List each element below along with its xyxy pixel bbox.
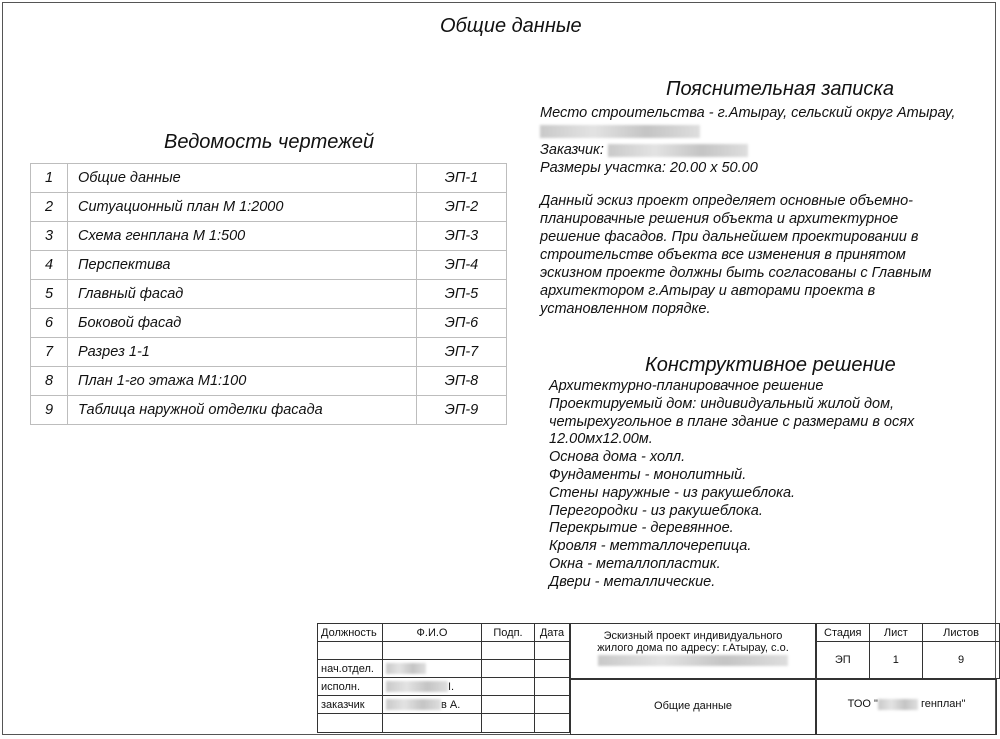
sheet-name: Общие данные [654,700,732,712]
org-suffix: генплан" [920,698,966,710]
sheet-title: Главный фасад [68,280,417,309]
note-paragraph-line: решение фасадов. При дальнейшем проектировании в [540,229,919,245]
sheet-row [31,367,507,396]
role-client: заказчик [318,696,383,714]
header-position: Должность [318,624,383,642]
note-title: Пояснительная записка [666,78,894,100]
construction-title: Конструктивное решение [645,354,896,376]
sheet-label: Лист [869,624,923,642]
signature-table [317,623,570,733]
stage-label: Стадия [817,624,870,642]
header-name: Ф.И.О [383,624,482,642]
organization-cell [816,679,997,735]
sheet-row [31,338,507,367]
stage-table [816,623,1000,679]
sheet-code: ЭП-1 [417,164,507,193]
header-sign: Подп. [482,624,535,642]
header-date: Дата [535,624,570,642]
sheet-code: ЭП-9 [417,396,507,425]
sheet-row [31,309,507,338]
note-paragraph-line: Данный эскиз проект определяет основные объемно- [540,193,914,209]
sheet-title: Ситуационный план М 1:2000 [68,193,417,222]
sheet-row [31,222,507,251]
sheet-code: ЭП-6 [417,309,507,338]
sheets-value: 9 [923,642,1000,679]
construction-line: Стены наружные - из ракушеблока. [549,484,796,501]
plot-size-line: Размеры участка: 20.00 x 50.00 [540,160,758,176]
note-paragraph-line: установленном порядке. [540,301,711,317]
role-chief: нач.отдел. [318,660,383,678]
sheet-row [31,396,507,425]
sheet-number: 6 [31,309,68,338]
chief-name [383,660,482,678]
construction-line: Перекрытие - деревянное. [549,520,734,537]
construction-line: Двери - металлические. [549,573,716,590]
sheet-number: 2 [31,193,68,222]
sheet-title: Таблица наружной отделки фасада [68,396,417,425]
construction-line: четырехугольное в плане здание с размерами в осях [549,413,915,430]
customer-label: Заказчик: [540,142,604,158]
location-redacted [540,122,955,141]
note-paragraph-line: строительстве объекта все изменения в принятом [540,247,906,263]
sheet-code: ЭП-4 [417,251,507,280]
role-executor: исполн. [318,678,383,696]
location-line: Место строительства - г.Атырау, сельский округ Атырау, [540,105,956,121]
sheet-code: ЭП-3 [417,222,507,251]
sheet-number: 9 [31,396,68,425]
sheet-number: 5 [31,280,68,309]
customer-line [540,141,955,159]
address-redacted [571,654,815,666]
sheet-list-table [30,163,507,425]
sheet-code: ЭП-7 [417,338,507,367]
sheet-number: 8 [31,367,68,396]
construction-line: Окна - металлопластик. [549,555,721,572]
sheet-title: План 1-го этажа М1:100 [68,367,417,396]
sheet-row [31,164,507,193]
construction-list [549,378,914,592]
sheet-title: Боковой фасад [68,309,417,338]
sheet-code: ЭП-8 [417,367,507,396]
project-line-1: Эскизный проект индивидуального [603,630,783,642]
note-paragraph-line: эскизном проекте должны быть согласованы с Главным [540,265,932,281]
note-paragraph-line: архитектором г.Атырау и авторами проекта в [540,283,876,299]
note-paragraph [540,192,931,318]
sheet-number: 1 [31,164,68,193]
project-line-2: жилого дома по адресу: г.Атырау, с.о. [597,642,789,654]
note-paragraph-line: планировачные решения объекта и архитектурное [540,211,899,227]
customer-redacted [608,144,748,157]
construction-line: Проектируемый дом: индивидуальный жилой дом, [549,395,895,412]
construction-line: Архитектурно-планировачное решение [549,378,824,394]
sheet-row [31,280,507,309]
sheet-title: Общие данные [68,164,417,193]
sheet-value: 1 [869,642,923,679]
sheet-title: Перспектива [68,251,417,280]
org-prefix: ТОО " [847,698,878,710]
project-cell [570,623,816,679]
note-block [540,104,955,177]
sheet-title: Разрез 1-1 [68,338,417,367]
sheet-number: 3 [31,222,68,251]
org-redacted [878,699,918,710]
sheet-code: ЭП-5 [417,280,507,309]
construction-line: 12.00мx12.00м. [549,431,653,448]
construction-line: Фундаменты - монолитный. [549,466,747,483]
sheet-number: 4 [31,251,68,280]
sheet-number: 7 [31,338,68,367]
stage-value: ЭП [817,642,870,679]
construction-line: Перегородки - из ракушеблока. [549,502,763,519]
construction-line: Кровля - метталлочерепица. [549,538,752,555]
sheet-name-cell [570,679,816,735]
client-name: в А. [383,696,482,714]
construction-line: Основа дома - холл. [549,449,686,466]
sheets-label: Листов [923,624,1000,642]
sheet-row [31,251,507,280]
page-title: Общие данные [440,15,582,37]
sheet-title: Схема генплана М 1:500 [68,222,417,251]
executor-name: I. [383,678,482,696]
sheet-code: ЭП-2 [417,193,507,222]
sheet-row [31,193,507,222]
sheet-list-title: Ведомость чертежей [164,131,375,153]
